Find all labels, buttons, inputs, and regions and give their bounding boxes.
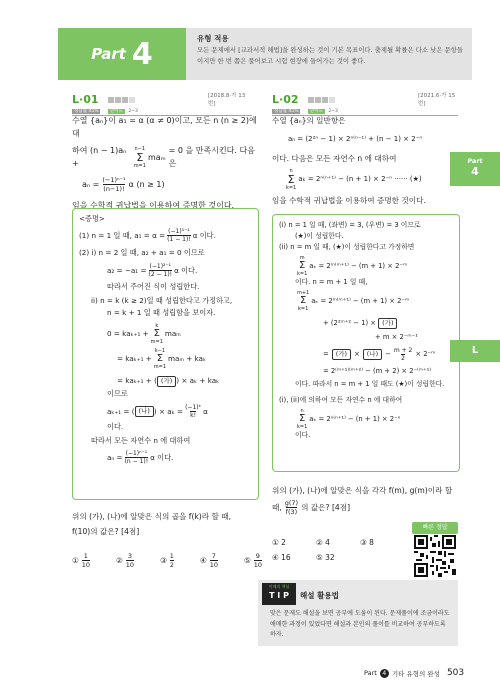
stem-line: 임을 수학적 귀납법을 이용하여 증명한 것이다. [272,196,426,205]
choice-2[interactable]: ② 4 [316,538,330,547]
choice-5[interactable]: ⑤ 32 [316,553,335,562]
proof-line: n Σ k=1 aₖ = 2ⁿ⁽ⁿ⁺¹⁾ − (n + 1) × 2⁻ⁿ [297,408,401,430]
proof-line: = kaₖ₊₁ + ( (가) ) × aₖ + kaₖ [117,376,220,385]
proof-line: (★)이 성립한다. [295,232,344,240]
choice-3[interactable]: ③ 1 2 [160,552,174,569]
problem-source: [2018.8·가 13번] [208,93,246,107]
proof-title: <증명> [79,214,105,223]
left-problem-body [72,114,257,212]
proof-line: 따라서 모든 자연수 n 에 대하여 [91,436,191,445]
left-proof-box [72,208,259,500]
blank-ga: (가) [157,376,176,387]
blank-ga: (가) [332,349,351,360]
proof-line: (i), (ii)에 의하여 모든 자연수 n 에 대하여 [279,396,403,404]
difficulty-squares [308,88,336,107]
sum-sigma: n−1 Σ m=1 [133,145,146,169]
quick-answer-label: 빠른 정답 [412,522,458,534]
footer-title: 기타 유형의 완성 [391,669,440,678]
footer [364,668,464,678]
star-formula: n Σ k=1 aₖ = 2ⁿ⁽ⁿ⁺¹⁾ − (n + 1) × 2⁻ⁿ ······ (★) [286,168,422,191]
choice-1[interactable]: ① 2 [272,538,286,547]
problem-source: [2021.6·가 15번] [418,93,456,107]
proof-line: (2) i) n = 2 일 때, a₂ + a₁ = 0 이므로 [79,248,205,257]
left-choices [72,552,262,569]
header-text: 모든 문제에서 [교과서적 해법]을 완성하는 것이 기본 목표이다. 출제될 확률은 다소 낮은 문항들이지만 한 번 쯤은 풀어보고 시험 현장에 들어가는 것이 좋다. [197,46,463,65]
header-title: 유형 적용 [197,34,229,43]
blank-na: (나) [363,349,382,360]
right-proof-box [272,214,460,472]
proof-line: aₖ₊₁ = ( (나) ) × aₖ = $\frac{\text{(−1)ᵏ}}{k!}$ α [107,404,208,419]
main-formula: aₙ = (2²ⁿ − 1) × 2ⁿ⁽ⁿ⁻¹⁾ + (n − 1) × 2⁻ⁿ [288,135,423,143]
proof-line: (ii) n = m 일 때, (★)이 성립한다고 가정하면 [279,243,415,251]
left-problem-header [72,88,252,116]
right-problem-body [272,114,458,207]
proof-line: (1) n = 1 일 때, a₁ = α = $\frac{\text{(−1)¹⁻¹}}{(1 - 1)!}$ α 이다. [79,228,216,243]
proof-line: (i) n = 1 일 때, (좌변) = 3, (우변) = 3 이므로 [279,221,421,229]
side-part-label: Part [467,157,483,165]
part-badge [58,28,186,80]
qr-code-icon[interactable] [414,535,456,577]
stem-line: 수열 {aₙ}의 일반항은 [272,116,346,125]
proof-line: = (가) × (나) − $\frac{m + 2}{2}$ × 2⁻ᵐ [323,347,436,362]
footer-part: Part [364,669,377,677]
right-problem-header [272,88,458,116]
blank-na: (나) [135,406,154,417]
problem-tags: 정답률 45% 난이도 2~3 [74,109,138,114]
proof-line: + (2²ᵐ⁺² − 1) × (가) [323,318,453,329]
left-question: 위의 (가), (나)에 알맞은 식의 곱을 f(k)라 할 때, f(10)의 값은? [4점] [72,512,232,536]
proof-line: = 2⁽ᵐ⁺¹⁾⁽ᵐ⁺²⁾ − (m + 2) × 2⁻⁽ᵐ⁺¹⁾ [323,367,432,375]
proof-line: aₙ = $\frac{\text{(−1)ⁿ⁻¹}}{(n - 1)!}$ α 이다. [107,450,174,465]
right-question: 위의 (가), (나)에 알맞은 식을 각각 f(m), g(m)이라 할 때, g(7) f(3) 의 값은? [4점] [272,486,453,516]
main-formula: aₙ = $\frac{\text{(−1)ⁿ⁻¹}}{(n-1)!}$ α (n ≥ 1) [82,176,165,193]
side-part-num: 4 [471,165,479,178]
proof-line: 이다. 따라서 n = m + 1 일 때도 (★)이 성립한다. [295,380,445,388]
tip-badge [262,583,296,605]
proof-line: 이므로 [107,389,128,398]
tip-title: 해설 활용법 [300,591,339,600]
stem-line: 하여 (n − 1)aₙ + n−1 Σ m=1 maₘ = 0 을 만족시킨다. 다음은 [72,145,255,169]
choice-4[interactable]: ④ 7 10 [199,552,218,569]
difficulty-squares [108,88,136,107]
choice-4[interactable]: ④ 16 [272,553,291,562]
proof-line: m Σ k=1 aₖ = 2ᵐ⁽ᵐ⁺¹⁾ − (m + 1) × 2⁻ᵐ [297,255,408,277]
problem-tags: 정답률 45% 난이도 2~3 [274,109,338,114]
proof-line: n = k + 1 일 때 성립함을 보이자. [107,308,216,317]
proof-line: 이다. [295,431,311,439]
choice-3[interactable]: ③ 8 [360,538,374,547]
problem-number: L·02 [272,93,299,106]
choice-2[interactable]: ② 3 10 [116,552,135,569]
proof-line: m+1 Σ k=1 aₖ = 2ᵐ⁽ᵐ⁺¹⁾ − (m + 1) × 2⁻ᵐ [297,290,410,312]
proof-line: + m × 2⁻ᵐ⁻¹ [375,333,418,341]
right-choices [272,535,402,565]
tip-badge-caption: 이해의 핵심 [268,584,290,589]
stem-line: 임을 수학적 귀납법을 이용하여 증명한 것이다. [72,201,235,210]
proof-line: 이다. n = m + 1 일 때, [295,278,368,286]
proof-line: = kaₖ₊₁ + k−1 Σ m=1 maₘ + kaₖ [117,348,207,370]
fraction: $\frac{\text{(−1)ⁿ⁻¹}}{(n-1)!}$ [102,176,126,193]
proof-line: 0 = kaₖ₊₁ + k Σ m=1 maₘ [107,323,181,345]
stem-line: 수열 {aₙ}이 a₁ = α (α ≠ 0)이고, 모든 n (n ≥ 2)에 대 [72,116,257,138]
part-word: Part [91,45,126,63]
proof-line: 이다. [107,422,124,431]
choice-5[interactable]: ⑤ 9 10 [243,552,262,569]
proof-line: 따라서 주어진 식이 성립한다. [107,282,200,291]
tip-badge-text: T I P [269,591,289,600]
proof-line: ii) n = k (k ≥ 2)일 때 성립한다고 가정하고, [91,296,233,305]
page-number: 503 [446,668,465,678]
tip-text: 맞은 문제도 해설을 보면 공부에 도움이 된다. 문제풀이에 조금이라도 애매한 과정이 있었다면 해설과 본인의 풀이를 비교하여 공부하도록 하자. [270,610,450,638]
stem-line: 이다. 다음은 모든 자연수 n 에 대하여 [272,154,397,163]
proof-line: a₂ = −a₁ = $\frac{\text{(−1)²⁻¹}}{(2 - 1)!}$ α 이다. [107,263,198,278]
problem-number: L·01 [72,93,99,106]
side-letter-tab: L [450,340,500,362]
blank-ga: (가) [378,318,397,329]
part-number: 4 [131,36,153,72]
choice-1[interactable]: ① 1 10 [72,552,91,569]
footer-part-num: 4 [380,669,389,678]
